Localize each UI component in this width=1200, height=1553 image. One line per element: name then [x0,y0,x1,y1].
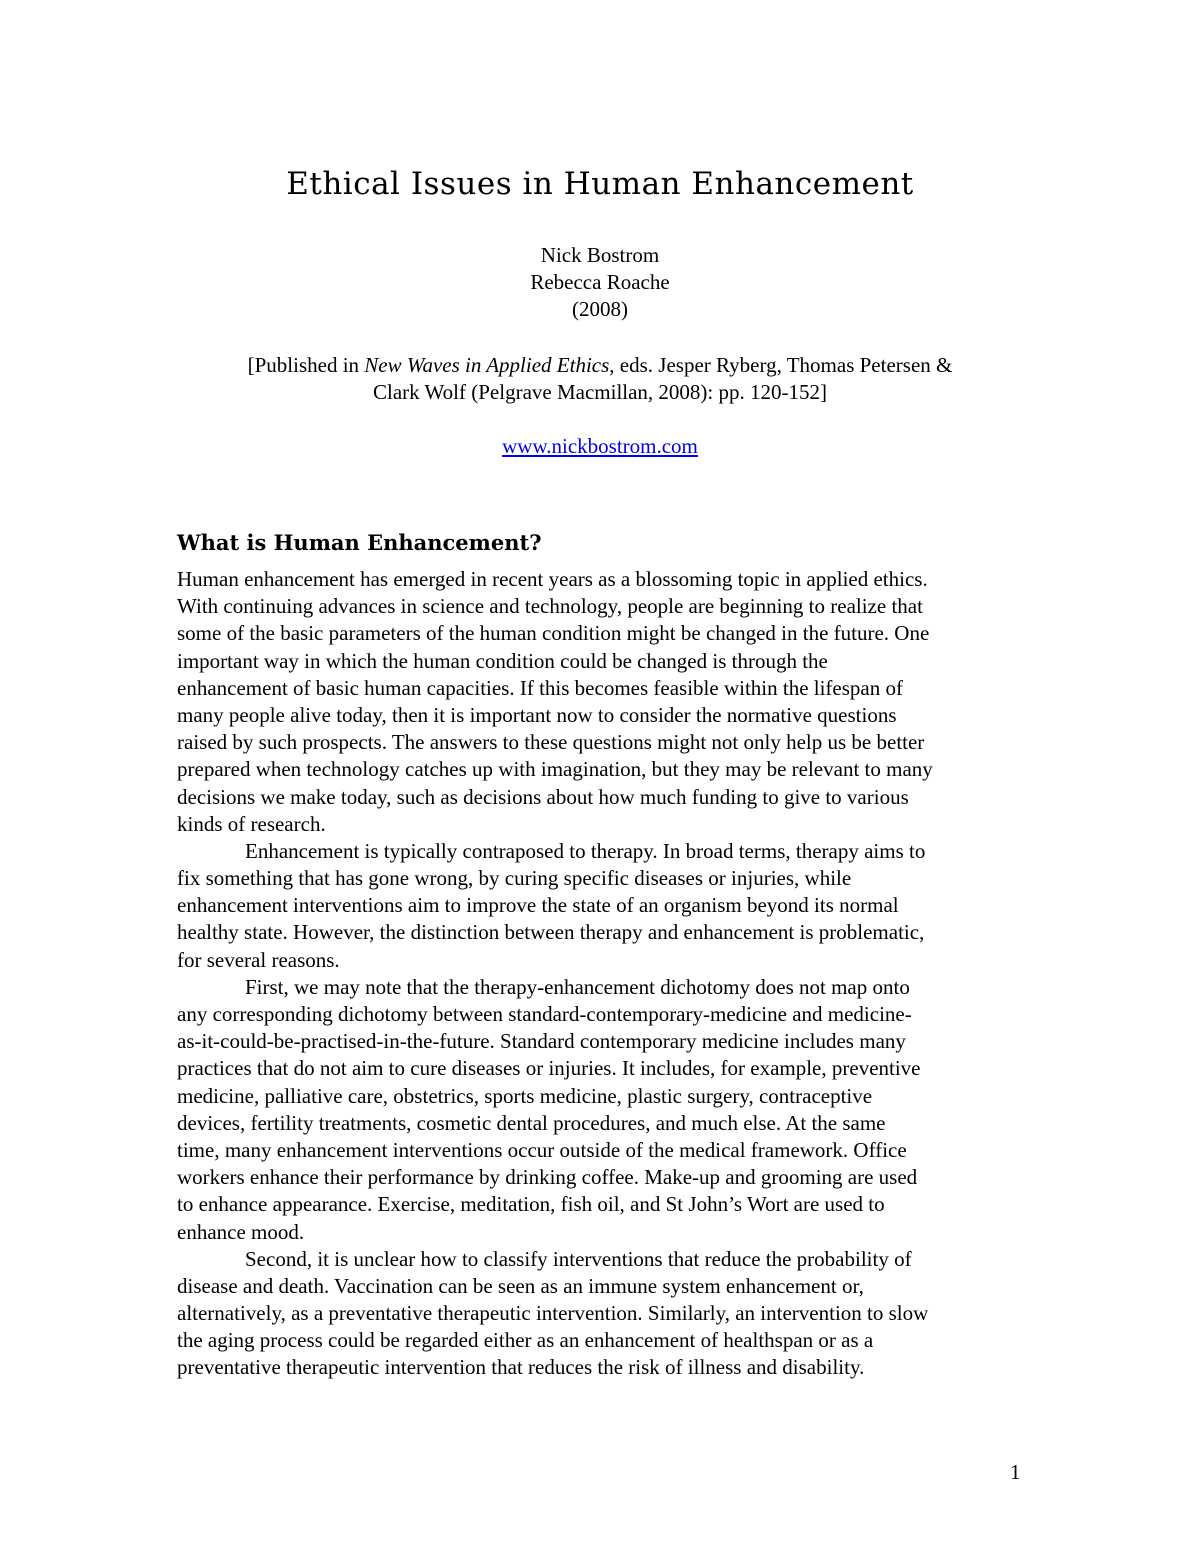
publication-line-2: Clark Wolf (Pelgrave Macmillan, 2008): pp. 120-152] [373,380,827,404]
page-number: 1 [1010,1460,1021,1484]
body-line: decisions we make today, such as decisions about how much funding to give to various [177,784,909,809]
body-line: some of the basic parameters of the human condition might be changed in the future. One [177,621,930,646]
body-line: enhance mood. [177,1219,305,1244]
body-line: enhancement of basic human capacities. If this becomes feasible within the lifespan of [177,675,903,700]
body-line: for several reasons. [177,947,340,972]
section-heading: What is Human Enhancement? [177,530,542,555]
body-line: alternatively, as a preventative therapeutic intervention. Similarly, an intervention to slow [177,1301,929,1326]
body-line: disease and death. Vaccination can be seen as an immune system enhancement or, [177,1273,864,1298]
body-line: Human enhancement has emerged in recent years as a blossoming topic in applied ethics. [177,567,928,591]
body-line: as-it-could-be-practised-in-the-future. Standard contemporary medicine includes many [177,1029,906,1054]
publication-info [0,352,1200,406]
website-link[interactable]: www.nickbostrom.com [502,434,698,458]
body-line: to enhance appearance. Exercise, meditation, fish oil, and St John’s Wort are used to [177,1192,885,1217]
body-line: prepared when technology catches up with imagination, but they may be relevant to many [177,757,933,782]
body-text [177,566,1037,1382]
body-line: First, we may note that the therapy-enhancement dichotomy does not map onto [245,974,910,999]
body-line: many people alive today, then it is important now to consider the normative questions [177,702,897,727]
body-line: fix something that has gone wrong, by curing specific diseases or injuries, while [177,866,852,891]
publication-prefix: [Published in [247,353,365,377]
body-line: workers enhance their performance by drinking coffee. Make-up and grooming are used [177,1165,918,1190]
publication-editors: , eds. Jesper Ryberg, Thomas Petersen & [609,353,953,377]
publication-line-1 [0,352,1200,379]
author-name: Nick Bostrom [540,243,660,267]
body-line: Enhancement is typically contraposed to therapy. In broad terms, therapy aims to [245,838,926,863]
author-name: Rebecca Roache [530,270,670,294]
url-block [0,433,1200,460]
body-line: With continuing advances in science and technology, people are beginning to realize that [177,594,923,619]
body-line: any corresponding dichotomy between standard-contemporary-medicine and medicine- [177,1002,912,1026]
body-line: Second, it is unclear how to classify interventions that reduce the probability of [245,1246,912,1271]
body-line: kinds of research. [177,811,326,836]
body-line: preventative therapeutic intervention that reduces the risk of illness and disability. [177,1355,865,1380]
body-line: time, many enhancement interventions occur outside of the medical framework. Office [177,1137,907,1162]
body-line: enhancement interventions aim to improve the state of an organism beyond its normal [177,893,899,918]
publication-year: (2008) [572,297,628,321]
body-line: important way in which the human condition could be changed is through the [177,648,828,673]
body-line: healthy state. However, the distinction between therapy and enhancement is problematic, [177,920,925,945]
body-line: medicine, palliative care, obstetrics, sports medicine, plastic surgery, contraceptive [177,1083,873,1108]
book-title: New Waves in Applied Ethics [364,353,610,377]
body-line: devices, fertility treatments, cosmetic dental procedures, and much else. At the same [177,1110,886,1135]
author-block [0,242,1200,323]
paper-title: Ethical Issues in Human Enhancement [286,166,914,202]
body-line: the aging process could be regarded either as an enhancement of healthspan or as a [177,1328,874,1353]
body-line: practices that do not aim to cure diseases or injuries. It includes, for example, preventive [177,1056,921,1081]
body-line: raised by such prospects. The answers to these questions might not only help us be better [177,730,925,755]
